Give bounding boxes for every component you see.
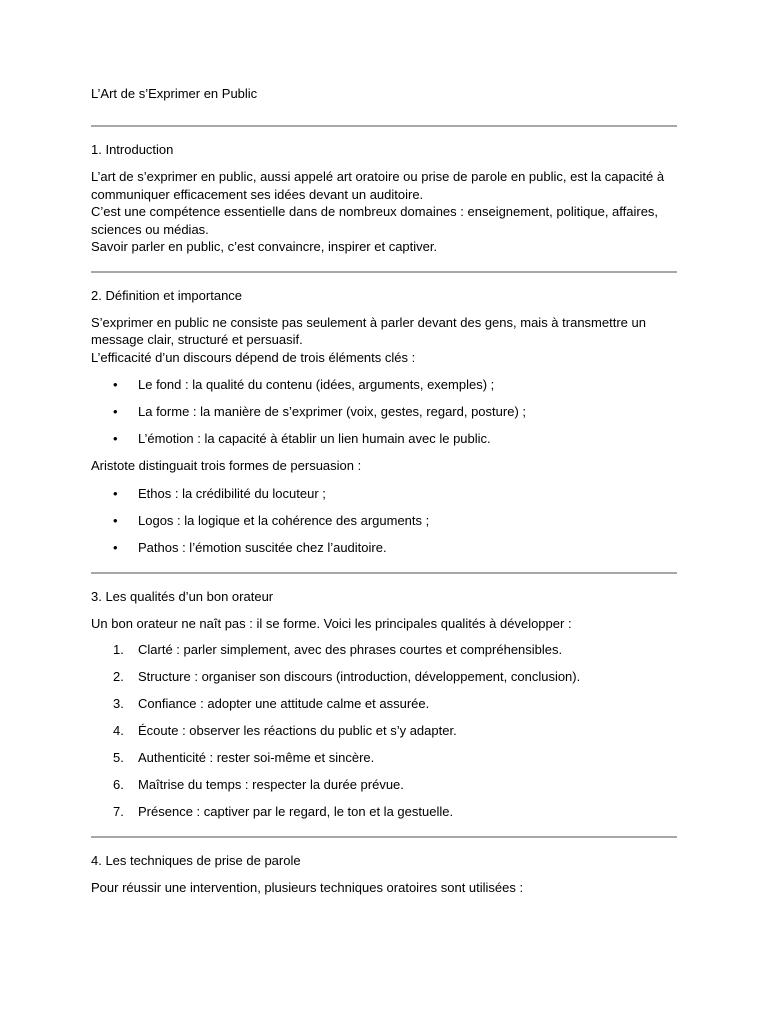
list-item-text: Maîtrise du temps : respecter la durée prévue. <box>138 777 404 792</box>
list-item-text: Logos : la logique et la cohérence des arguments ; <box>138 512 430 528</box>
list-item-text: Authenticité : rester soi-même et sincère. <box>138 750 375 765</box>
qualities-list <box>91 641 677 821</box>
document-title: L’Art de s’Exprimer en Public <box>91 86 258 101</box>
list-item <box>91 803 677 821</box>
list-item-text: Clarté : parler simplement, avec des phrases courtes et compréhensibles. <box>138 642 563 657</box>
section-heading: 2. Définition et importance <box>91 287 243 303</box>
qualities-intro: Un bon orateur ne naît pas : il se forme. Voici les principales qualités à développer : <box>91 615 572 631</box>
list-item-text: Pathos : l’émotion suscitée chez l’auditoire. <box>138 539 387 555</box>
definition-paragraph-2: L’efficacité d’un discours dépend de trois éléments clés : <box>91 349 416 365</box>
number-marker: 7. <box>113 804 124 819</box>
list-item <box>91 776 677 794</box>
intro-paragraph-2: C’est une compétence essentielle dans de nombreux domaines : enseignement, politique, affaires, sciences ou médias. <box>91 204 659 237</box>
list-item-text: Ethos : la crédibilité du locuteur ; <box>138 485 326 501</box>
bullet-marker: • <box>113 485 118 501</box>
list-item-text: L’émotion : la capacité à établir un lien humain avec le public. <box>138 431 491 446</box>
section-qualities <box>91 588 677 822</box>
bullet-marker: • <box>113 431 118 446</box>
list-item-text: Présence : captiver par le regard, le ton et la gestuelle. <box>138 804 454 819</box>
intro-paragraph-3: Savoir parler en public, c’est convaincre, inspirer et captiver. <box>91 239 438 254</box>
aristote-paragraph: Aristote distinguait trois formes de persuasion : <box>91 458 362 473</box>
list-item <box>91 485 677 503</box>
list-item <box>91 403 677 421</box>
bullet-marker: • <box>113 404 118 419</box>
number-marker: 2. <box>113 669 124 684</box>
list-item <box>91 641 677 659</box>
section-techniques <box>91 852 677 897</box>
list-item-text: Le fond : la qualité du contenu (idées, arguments, exemples) ; <box>138 377 495 392</box>
list-item-text: Structure : organiser son discours (introduction, développement, conclusion). <box>138 669 581 684</box>
techniques-intro: Pour réussir une intervention, plusieurs techniques oratoires sont utilisées : <box>91 880 524 895</box>
section-heading: 1. Introduction <box>91 142 174 157</box>
section-definition <box>91 287 677 557</box>
bullet-marker: • <box>113 539 118 555</box>
list-item-text: Écoute : observer les réactions du public et s’y adapter. <box>138 723 457 738</box>
definition-paragraph-1: S’exprimer en public ne consiste pas seulement à parler devant des gens, mais à transmettre un message clair, structuré et persuasif. <box>91 314 646 347</box>
section-heading: 3. Les qualités d’un bon orateur <box>91 588 274 604</box>
number-marker: 4. <box>113 723 124 738</box>
section-introduction <box>91 141 677 256</box>
bullet-marker: • <box>113 512 118 528</box>
list-item <box>91 749 677 767</box>
number-marker: 5. <box>113 750 124 765</box>
number-marker: 1. <box>113 642 124 657</box>
section-heading: 4. Les techniques de prise de parole <box>91 853 301 868</box>
list-item-text: Confiance : adopter une attitude calme et assurée. <box>138 696 430 711</box>
number-marker: 6. <box>113 777 124 792</box>
list-item <box>91 430 677 448</box>
intro-paragraph-1: L’art de s’exprimer en public, aussi appelé art oratoire ou prise de parole en public, est la capacité à communiquer efficacement ses idées devant un auditoire. <box>91 169 665 202</box>
list-item <box>91 539 677 557</box>
number-marker: 3. <box>113 696 124 711</box>
list-item <box>91 668 677 686</box>
list-item <box>91 722 677 740</box>
persuasion-list <box>91 485 677 557</box>
list-item <box>91 695 677 713</box>
list-item <box>91 376 677 394</box>
bullet-marker: • <box>113 377 118 392</box>
list-item <box>91 512 677 530</box>
key-elements-list <box>91 376 677 448</box>
list-item-text: La forme : la manière de s’exprimer (voix, gestes, regard, posture) ; <box>138 404 526 419</box>
